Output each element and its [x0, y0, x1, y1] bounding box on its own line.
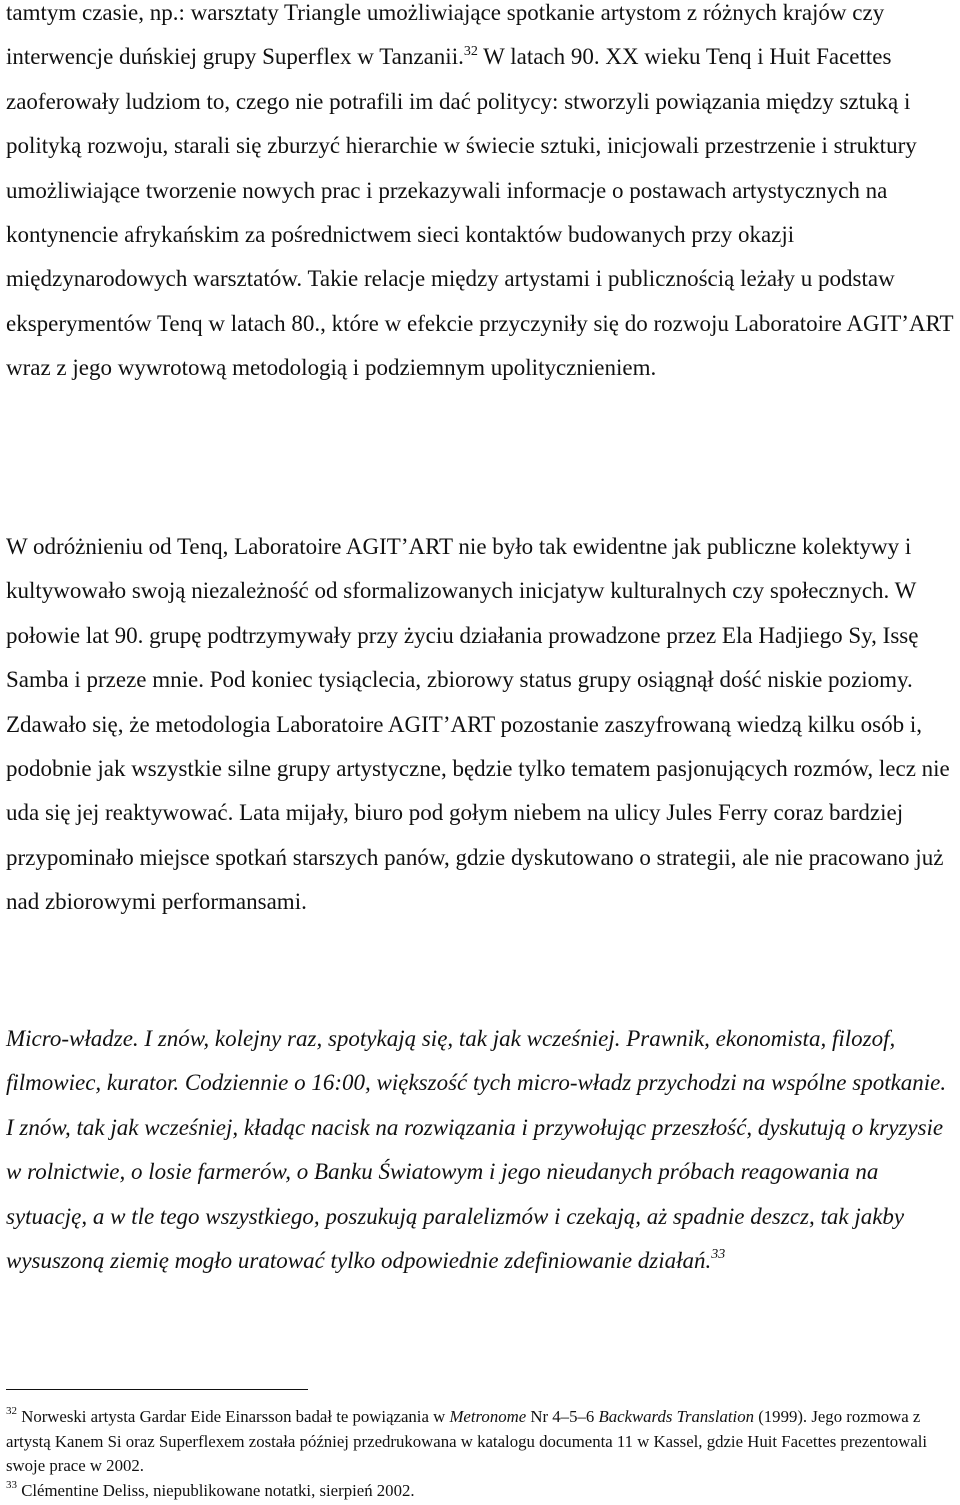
paragraph-2: W odróżnieniu od Tenq, Laboratoire AGIT’ART nie było tak ewidentne jak publiczne kolektywy i kultywowało swoją niezależność od sformalizowanych inicjatyw kulturalnych czy społecznych. W połowie lat 90. grupę podtrzymywały przy życiu działania prowadzone przez Ela Hadjiego Sy, Issę Samba i przeze mnie. Pod koniec tysiąclecia, zbiorowy status grupy osiągnął dość niskie poziomy. Zdawało się, że metodologia Laboratoire AGIT’ART pozostanie zaszyfrowaną wiedzą kilku osób i, podobnie jak wszystkie silne grupy artystyczne, będzie tylko tematem pasjonujących rozmów, lecz nie uda się jej reaktywować. Lata mijały, biuro pod gołym niebem na ulicy Jules Ferry coraz bardziej przypominało miejsce spotkań starszych panów, gdzie dyskutowano o strategii, ale nie pracowano już nad zbiorowymi performansami. — [6, 534, 950, 915]
footnote-32-text-2: Nr 4–5–6 — [526, 1407, 599, 1426]
footnote-separator — [6, 1389, 308, 1390]
paragraph-1-part-1: tamtym czasie, np.: warsztaty Triangle umożliwiające spotkanie artystom z różnych krajów czy interwencje duńskiej grupy Superflex w Tanzanii. — [6, 0, 885, 70]
paragraph-1 — [6, 0, 954, 391]
footnote-number-33: 33 — [6, 1479, 17, 1492]
footnote-32-title-backwards-translation: Backwards Translation — [598, 1407, 754, 1426]
footnote-33 — [6, 1479, 954, 1504]
paragraph-3 — [6, 1017, 954, 1283]
paragraph-3-text: Micro-władze. I znów, kolejny raz, spotykają się, tak jak wcześniej. Prawnik, ekonomista, filozof, filmowiec, kurator. Codziennie o 16:00, większość tych micro-władz przychodzi na wspólne spotkanie. I znów, tak jak wcześniej, kładąc nacisk na rozwiązania i przywołując przeszłość, dyskutują o kryzysie w rolnictwie, o losie farmerów, o Banku Światowym i jego nieudanych próbach reagowania na sytuację, a w tle tego wszystkiego, poszukują paralelizmów i czekają, aż spadnie deszcz, tak jakby wysuszoną ziemię mogło uratować tylko odpowiednie zdefiniowanie działań. — [6, 1026, 947, 1274]
footnote-32-title-metronome: Metronome — [449, 1407, 527, 1426]
paragraph-1-part-2: W latach 90. XX wieku Tenq i Huit Facettes zaoferowały ludziom to, czego nie potrafili im dać politycy: stworzyli powiązania między sztuką i polityką rozwoju, starali się zburzyć hierarchie w świecie sztuki, inicjowali przestrzenie i struktury umożliwiające tworzenie nowych prac i przekazywali informacje o postawach artystycznych na kontynencie afrykańskim za pośrednictwem sieci kontaktów budowanych przy okazji międzynarodowych warsztatów. Takie relacje między artystami i publicznością leżały u podstaw eksperymentów Tenq w latach 80., które w efekcie przyczyniły się do rozwoju Laboratoire AGIT’ART wraz z jego wywrotową metodologią i podziemnym upolitycznieniem. — [6, 44, 954, 381]
footnote-32-text-3: (1999). Jego rozmowa z artystą Kanem Si oraz Superflexem została później przedrukowana w katalogu documenta 11 w Kassel, gdzie Huit Facettes prezentowali swoje prace w 2002. — [6, 1407, 928, 1476]
footnotes — [6, 1405, 954, 1503]
footnote-32 — [6, 1405, 954, 1479]
footnote-33-text: Clémentine Deliss, niepublikowane notatki, sierpień 2002. — [17, 1480, 415, 1500]
footnote-number-32: 32 — [6, 1405, 17, 1418]
footnote-32-text-1: Norweski artysta Gardar Eide Einarsson badał te powiązania w — [17, 1407, 450, 1426]
footnote-ref-32[interactable]: 32 — [463, 43, 478, 59]
footnote-ref-33[interactable]: 33 — [711, 1247, 726, 1263]
